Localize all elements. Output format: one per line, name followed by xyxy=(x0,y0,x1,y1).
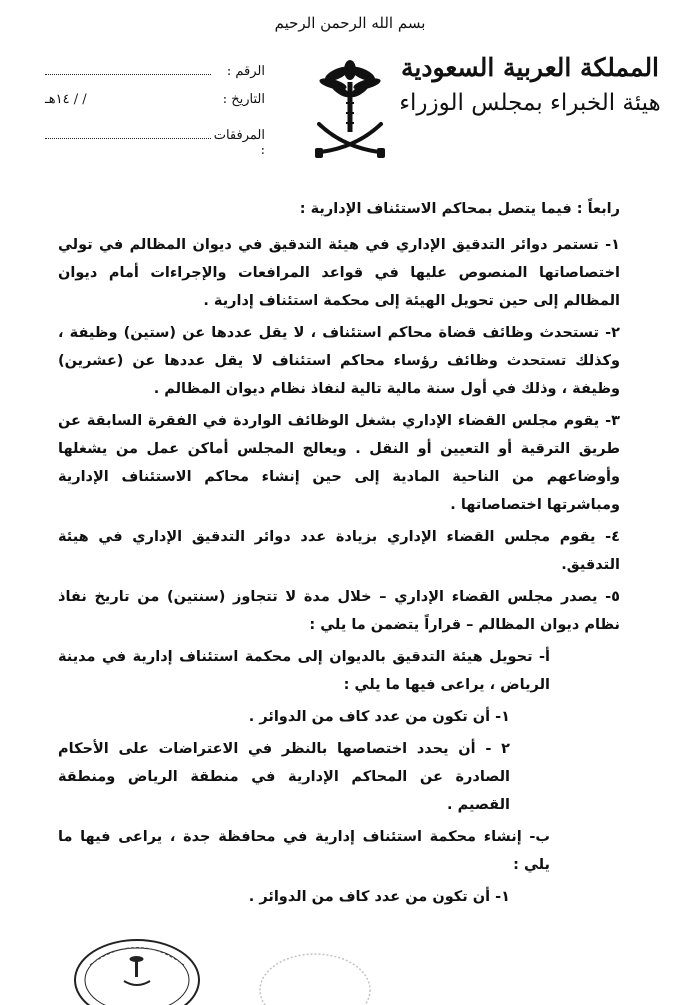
authority-name: هيئة الخبراء بمجلس الوزراء xyxy=(399,90,661,116)
paragraph-1: ١- تستمر دوائر التدقيق الإداري في هيئة التدقيق في ديوان المظالم في تولي اختصاصاتها المنصوص عليها في قواعد المرافعات والإجراءات أمام ديوان المظالم إلى حين تحويل الهيئة إلى محكمة استئناف إدارية . xyxy=(58,237,620,309)
date-value: / / ١٤هـ xyxy=(45,92,87,107)
paragraph-2: ٢- تستحدث وظائف قضاة محاكم استئناف ، لا يقل عددها عن (ستين) وظيفة ، وكذلك تستحدث وظائف رؤساء محاكم استئناف لا يقل عددها عن (عشرين) وظيفة ، وذلك في أول سنة مالية تالية لنفاذ نظام ديوان المظالم . xyxy=(58,325,620,397)
subparagraph-b-1: ١- أن تكون من عدد كاف من الدوائر . xyxy=(248,889,510,905)
date-row xyxy=(45,92,265,124)
document-body xyxy=(58,195,620,915)
basmala: بسم الله الرحمن الرحيم xyxy=(274,14,426,32)
kingdom-title-block xyxy=(395,52,665,118)
subparagraph-a-2: ٢ - أن يحدد اختصاصها بالنظر في الاعتراضات على الأحكام الصادرة عن المحاكم الإدارية في منطقة الرياض ومنطقة القصيم . xyxy=(58,741,510,813)
number-label: الرقم : xyxy=(226,64,265,79)
number-row xyxy=(45,60,265,92)
attachments-row xyxy=(45,124,265,156)
kingdom-name: المملكة العربية السعودية xyxy=(400,53,660,82)
paragraph-3: ٣- يقوم مجلس القضاء الإداري بشغل الوظائف الواردة في الفقرة السابقة عن طريق الترقية أو التعيين أو النقل . ويعالج المجلس أماكن عمل من يشغلها وأوضاعهم من الناحية المادية إلى حين إنشاء محاكم الاستئناف الإدارية ومباشرتها اختصاصاتها . xyxy=(58,413,620,513)
subparagraph-b: ب- إنشاء محكمة استئناف إدارية في محافظة جدة ، يراعى فيها ما يلي : xyxy=(58,829,550,873)
number-line xyxy=(45,60,211,75)
paragraph-5: ٥- يصدر مجلس القضاء الإداري – خلال مدة لا تتجاوز (سنتين) من تاريخ نفاذ نظام ديوان المظالم – قراراً يتضمن ما يلي : xyxy=(58,589,620,633)
faint-seal-icon xyxy=(255,945,375,1005)
palm-and-swords-icon xyxy=(313,52,387,162)
round-official-seal-icon xyxy=(70,935,205,1005)
subparagraph-a-1: ١- أن تكون من عدد كاف من الدوائر . xyxy=(248,709,510,725)
attachments-label: المرفقات : xyxy=(213,128,265,158)
subparagraph-a: أ- تحويل هيئة التدقيق بالديوان إلى محكمة استئناف إدارية في مدينة الرياض ، يراعى فيها ما يلي : xyxy=(58,649,550,693)
date-label: التاريخ : xyxy=(222,92,265,107)
paragraph-4: ٤- يقوم مجلس القضاء الإداري بزيادة عدد دوائر التدقيق الإداري في هيئة التدقيق. xyxy=(58,529,620,573)
section-heading: رابعاً : فيما يتصل بمحاكم الاستئناف الإدارية : xyxy=(299,201,620,217)
reference-block xyxy=(45,60,265,156)
attachments-line xyxy=(45,124,211,139)
